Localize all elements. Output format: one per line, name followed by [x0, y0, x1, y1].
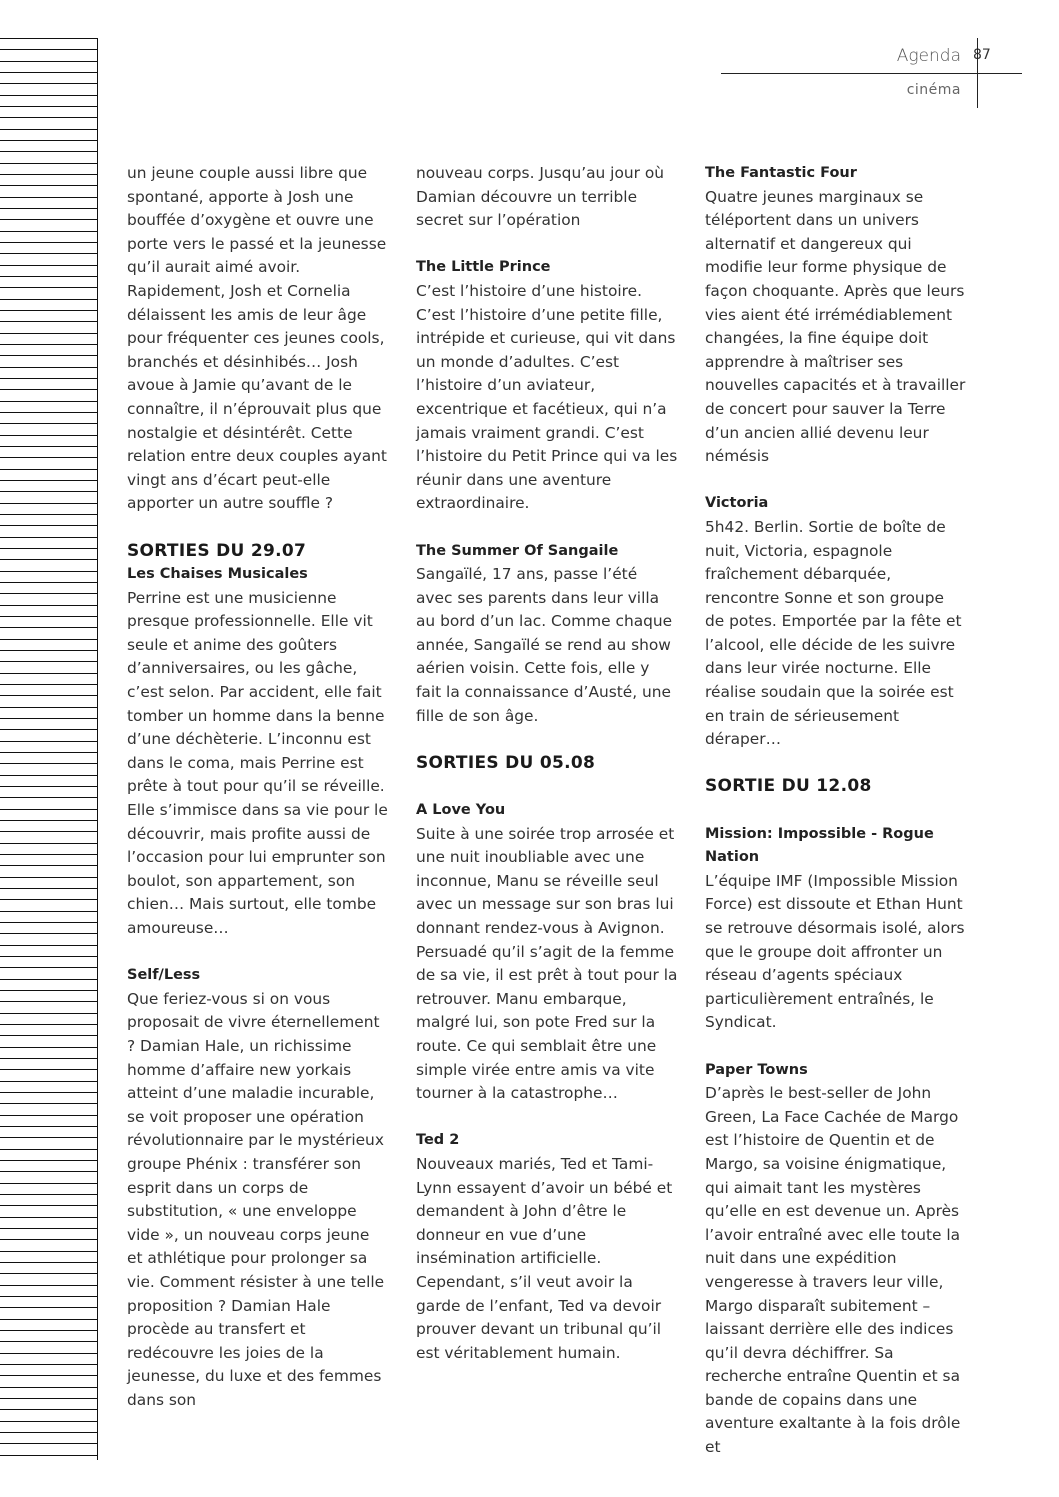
stripe-line — [0, 1217, 97, 1218]
stripe-line — [0, 367, 97, 368]
section-title: Agenda — [896, 46, 961, 66]
stripe-line — [0, 1013, 97, 1014]
stripe-line — [0, 899, 97, 900]
stripe-line — [0, 1149, 97, 1150]
stripe-line — [0, 1228, 97, 1229]
film-synopsis: C’est l’histoire d’une histoire. C’est l’histoire d’une petite fille, intrépide et curieuse, qui vit dans un monde d’adultes. C’est l’histoire d’un aviateur, excentrique et facétieux, qui n’a jamais vraiment grandi. C’est l’histoire du Petit Prince qui va les réunir dans une aventure extraordinaire. — [416, 281, 678, 513]
film-synopsis: 5h42. Berlin. Sortie de boîte de nuit, Victoria, espagnole fraîchement débarquée, rencontre Sonne et son groupe de potes. Emportée par la fête et l’alcool, elle décide de les suivre dans leur virée nocturne. Elle réalise soudain que la soirée est en train de sérieusement déraper… — [705, 517, 962, 749]
article-text: nouveau corps. Jusqu’au jour où Damian découvre un terrible secret sur l’opération — [416, 164, 665, 230]
stripe-line — [0, 1296, 97, 1297]
film-synopsis: D’après le best-seller de John Green, La Face Cachée de Margo est l’histoire de Quentin et de Margo, sa voisine énigmatique, qui aimait tant les mystères qu’elle en est devenue un. Après l’avoir entraîné avec elle toute la nuit dans une expédition vengeresse à travers leur ville, Margo disparaît subitement – laissant derrière elle des indices qu’il devra déchiffrer. Sa recherche entraîne Quentin et sa bande de copains dans une aventure exaltante à la fois drôle et — [705, 1084, 961, 1457]
film-title: The Little Prince — [416, 259, 551, 276]
stripe-line — [0, 276, 97, 277]
stripe-line — [0, 491, 97, 492]
stripe-line — [0, 548, 97, 549]
film-synopsis: Sangaïlé, 17 ans, passe l’été avec ses parents dans leur villa au bord d’un lac. Comme chaque année, Sangaïlé se rend au show aérien voisin. Cette fois, elle y fait la connaissance d’Austé, une fille de son âge. — [416, 565, 673, 725]
stripe-line — [0, 661, 97, 662]
stripe-line — [0, 1035, 97, 1036]
stripe-line — [0, 503, 97, 504]
stripe-line — [0, 979, 97, 980]
stripe-line — [0, 1398, 97, 1399]
stripe-line — [0, 1432, 97, 1433]
film-title: Self/Less — [127, 967, 201, 984]
stripe-line — [0, 990, 97, 991]
film-title: Les Chaises Musicales — [127, 566, 308, 583]
film-title: Victoria — [705, 495, 769, 512]
stripe-line — [0, 922, 97, 923]
stripe-line — [0, 820, 97, 821]
stripe-line — [0, 877, 97, 878]
stripe-line — [0, 355, 97, 356]
stripe-line — [0, 627, 97, 628]
column-3 — [705, 162, 967, 1460]
header-divider — [977, 38, 978, 108]
stripe-line — [0, 185, 97, 186]
stripe-line — [0, 95, 97, 96]
stripe-line — [0, 1364, 97, 1365]
stripe-line — [0, 1251, 97, 1252]
film-synopsis: Suite à une soirée trop arrosée et une nuit inoubliable avec une inconnue, Manu se réveille seul avec un message sur son bras lui donnant rendez-vous à Avignon. Persuadé qu’il s’agit de la femme de sa vie, il est prêt à tout pour la retrouver. Manu embarque, malgré lui, son pote Fred sur la route. Ce qui semblait être une simple virée entre amis va vite tourner à la catastrophe… — [416, 824, 678, 1103]
stripe-line — [0, 911, 97, 912]
stripe-line — [0, 1239, 97, 1240]
stripe-line — [0, 401, 97, 402]
stripe-line — [0, 163, 97, 164]
stripe-line — [0, 242, 97, 243]
stripe-line — [0, 559, 97, 560]
stripe-line — [0, 673, 97, 674]
stripe-line — [0, 525, 97, 526]
stripe-line — [0, 639, 97, 640]
film-synopsis: Perrine est une musicienne presque professionnelle. Elle vit seule et anime des goûters d’anniversaires, ou les gâche, c’est selon. Par accident, elle fait tomber un homme dans la benne d’une déchèterie. L’inconnu est dans le coma, mais Perrine est prête à tout pour qu’il se réveille. Elle s’immisce dans sa vie pour le découvrir, mais profite aussi de l’occasion pour lui emprunter son boulot, son appartement, son chien… Mais surtout, elle tombe amoureuse… — [127, 588, 388, 937]
stripe-line — [0, 389, 97, 390]
stripe-line — [0, 457, 97, 458]
film-title: Ted 2 — [416, 1132, 460, 1149]
page-number: 87 — [973, 47, 991, 63]
stripe-line — [0, 1409, 97, 1410]
stripe-line — [0, 253, 97, 254]
film-synopsis: L’équipe IMF (Impossible Mission Force) est dissoute et Ethan Hunt se retrouve désormais isolé, alors que le groupe doit affronter un réseau d’agents spéciaux particulièrement entraînés, le Syndicat. — [705, 871, 965, 1032]
stripe-line — [0, 797, 97, 798]
stripe-line — [0, 854, 97, 855]
stripe-line — [0, 1307, 97, 1308]
stripe-line — [0, 1024, 97, 1025]
stripe-line — [0, 1273, 97, 1274]
stripe-line — [0, 571, 97, 572]
stripe-line — [0, 775, 97, 776]
stripe-line — [0, 61, 97, 62]
stripe-line — [0, 106, 97, 107]
stripe-line — [0, 1341, 97, 1342]
stripe-line — [0, 605, 97, 606]
stripe-line — [0, 344, 97, 345]
stripe-line — [0, 752, 97, 753]
stripe-line — [0, 945, 97, 946]
decorative-stripes — [0, 38, 98, 1460]
article-text: un jeune couple aussi libre que spontané, apporte à Josh une bouffée d’oxygène et ouvre une porte vers le passé et la jeunesse qu’il aurait aimé avoir. Rapidement, Josh et Cornelia délaissent les amis de leur âge pour fréquenter ces jeunes cools, branchés et désinhibés… Josh avoue à Jamie qu’avant de le connaître, il n’éprouvait plus que nostalgie et désintérêt. Cette relation entre deux couples ayant vingt ans d’écart peut-elle apporter un autre souffle ? — [127, 164, 387, 513]
stripe-line — [0, 1319, 97, 1320]
stripe-line — [0, 197, 97, 198]
stripe-line — [0, 1092, 97, 1093]
column-2 — [416, 162, 678, 1365]
stripe-line — [0, 865, 97, 866]
stripe-line — [0, 1001, 97, 1002]
stripe-line — [0, 129, 97, 130]
stripe-line — [0, 741, 97, 742]
stripe-line — [0, 809, 97, 810]
stripe-line — [0, 1103, 97, 1104]
stripe-line — [0, 446, 97, 447]
stripe-line — [0, 786, 97, 787]
release-heading: SORTIES DU 29.07 — [127, 540, 307, 561]
stripe-line — [0, 469, 97, 470]
stripe-line — [0, 967, 97, 968]
stripe-line — [0, 1137, 97, 1138]
stripe-line — [0, 1069, 97, 1070]
stripe-line — [0, 219, 97, 220]
stripe-line — [0, 1262, 97, 1263]
stripe-line — [0, 1330, 97, 1331]
stripe-line — [0, 117, 97, 118]
stripe-line — [0, 1183, 97, 1184]
stripe-line — [0, 435, 97, 436]
film-title: The Summer Of Sangaile — [416, 542, 619, 559]
stripe-line — [0, 1115, 97, 1116]
stripe-line — [0, 707, 97, 708]
stripe-line — [0, 151, 97, 152]
film-title: A Love You — [416, 802, 506, 819]
film-title: Paper Towns — [705, 1061, 808, 1078]
stripe-line — [0, 831, 97, 832]
stripe-line — [0, 83, 97, 84]
stripe-line — [0, 933, 97, 934]
stripe-line — [0, 1443, 97, 1444]
stripe-line — [0, 593, 97, 594]
stripe-line — [0, 1194, 97, 1195]
stripe-line — [0, 378, 97, 379]
stripe-line — [0, 582, 97, 583]
stripe-line — [0, 38, 97, 39]
stripe-line — [0, 231, 97, 232]
stripe-line — [0, 763, 97, 764]
stripe-line — [0, 480, 97, 481]
stripe-line — [0, 514, 97, 515]
stripe-line — [0, 1455, 97, 1456]
stripe-line — [0, 1171, 97, 1172]
stripe-line — [0, 1421, 97, 1422]
stripe-line — [0, 1160, 97, 1161]
stripe-line — [0, 208, 97, 209]
stripe-line — [0, 140, 97, 141]
stripe-line — [0, 1058, 97, 1059]
stripe-line — [0, 321, 97, 322]
stripe-line — [0, 956, 97, 957]
stripe-line — [0, 310, 97, 311]
stripe-line — [0, 537, 97, 538]
film-title: Mission: Impossible - Rogue Nation — [705, 825, 934, 866]
film-title: The Fantastic Four — [705, 165, 857, 181]
stripe-line — [0, 729, 97, 730]
release-heading: SORTIE DU 12.08 — [705, 776, 872, 797]
subsection-title: cinéma — [906, 82, 961, 98]
stripe-line — [0, 1285, 97, 1286]
stripe-line — [0, 1081, 97, 1082]
stripe-line — [0, 333, 97, 334]
stripe-line — [0, 684, 97, 685]
stripe-line — [0, 265, 97, 266]
film-synopsis: Nouveaux mariés, Ted et Tami-Lynn essayent d’avoir un bébé et demandent à John d’être le donneur en vue d’une insémination artificielle. Cependant, s’il veut avoir la garde de l’enfant, Ted va devoir prouver devant un tribunal qu’il est véritablement humain. — [416, 1154, 673, 1362]
film-synopsis: Quatre jeunes marginaux se téléportent dans un univers alternatif et dangereux qui modifie leur forme physique de façon choquante. Après que leurs vies aient été irrémédiablement changées, la fine équipe doit apprendre à maîtriser ses nouvelles capacités et à travailler de concert pour sauver la Terre d’un ancien allié devenu leur némésis — [705, 187, 966, 466]
stripe-line — [0, 1353, 97, 1354]
stripe-line — [0, 650, 97, 651]
stripe-line — [0, 1047, 97, 1048]
stripe-line — [0, 616, 97, 617]
stripe-line — [0, 174, 97, 175]
column-1 — [127, 162, 389, 1412]
release-heading: SORTIES DU 05.08 — [416, 752, 596, 773]
stripe-line — [0, 1375, 97, 1376]
stripe-line — [0, 412, 97, 413]
stripe-line — [0, 49, 97, 50]
stripe-line — [0, 1387, 97, 1388]
stripe-line — [0, 843, 97, 844]
stripe-line — [0, 423, 97, 424]
film-synopsis: Que feriez-vous si on vous proposait de vivre éternellement ? Damian Hale, un richissime homme d’affaire new yorkais atteint d’une maladie incurable, se voit proposer une opération révolutionnaire par le mystérieux groupe Phénix : transférer son esprit dans un corps de substitution, « une enveloppe vide », un nouveau corps jeune et athlétique pour prolonger sa vie. Comment résister à une telle proposition ? Damian Hale procède au transfert et redécouvre les joies de la jeunesse, du luxe et des femmes dans son — [127, 989, 385, 1409]
stripe-line — [0, 888, 97, 889]
stripe-line — [0, 718, 97, 719]
stripe-line — [0, 299, 97, 300]
stripe-line — [0, 695, 97, 696]
stripe-line — [0, 72, 97, 73]
stripe-line — [0, 287, 97, 288]
stripe-line — [0, 1205, 97, 1206]
stripe-line — [0, 1126, 97, 1127]
